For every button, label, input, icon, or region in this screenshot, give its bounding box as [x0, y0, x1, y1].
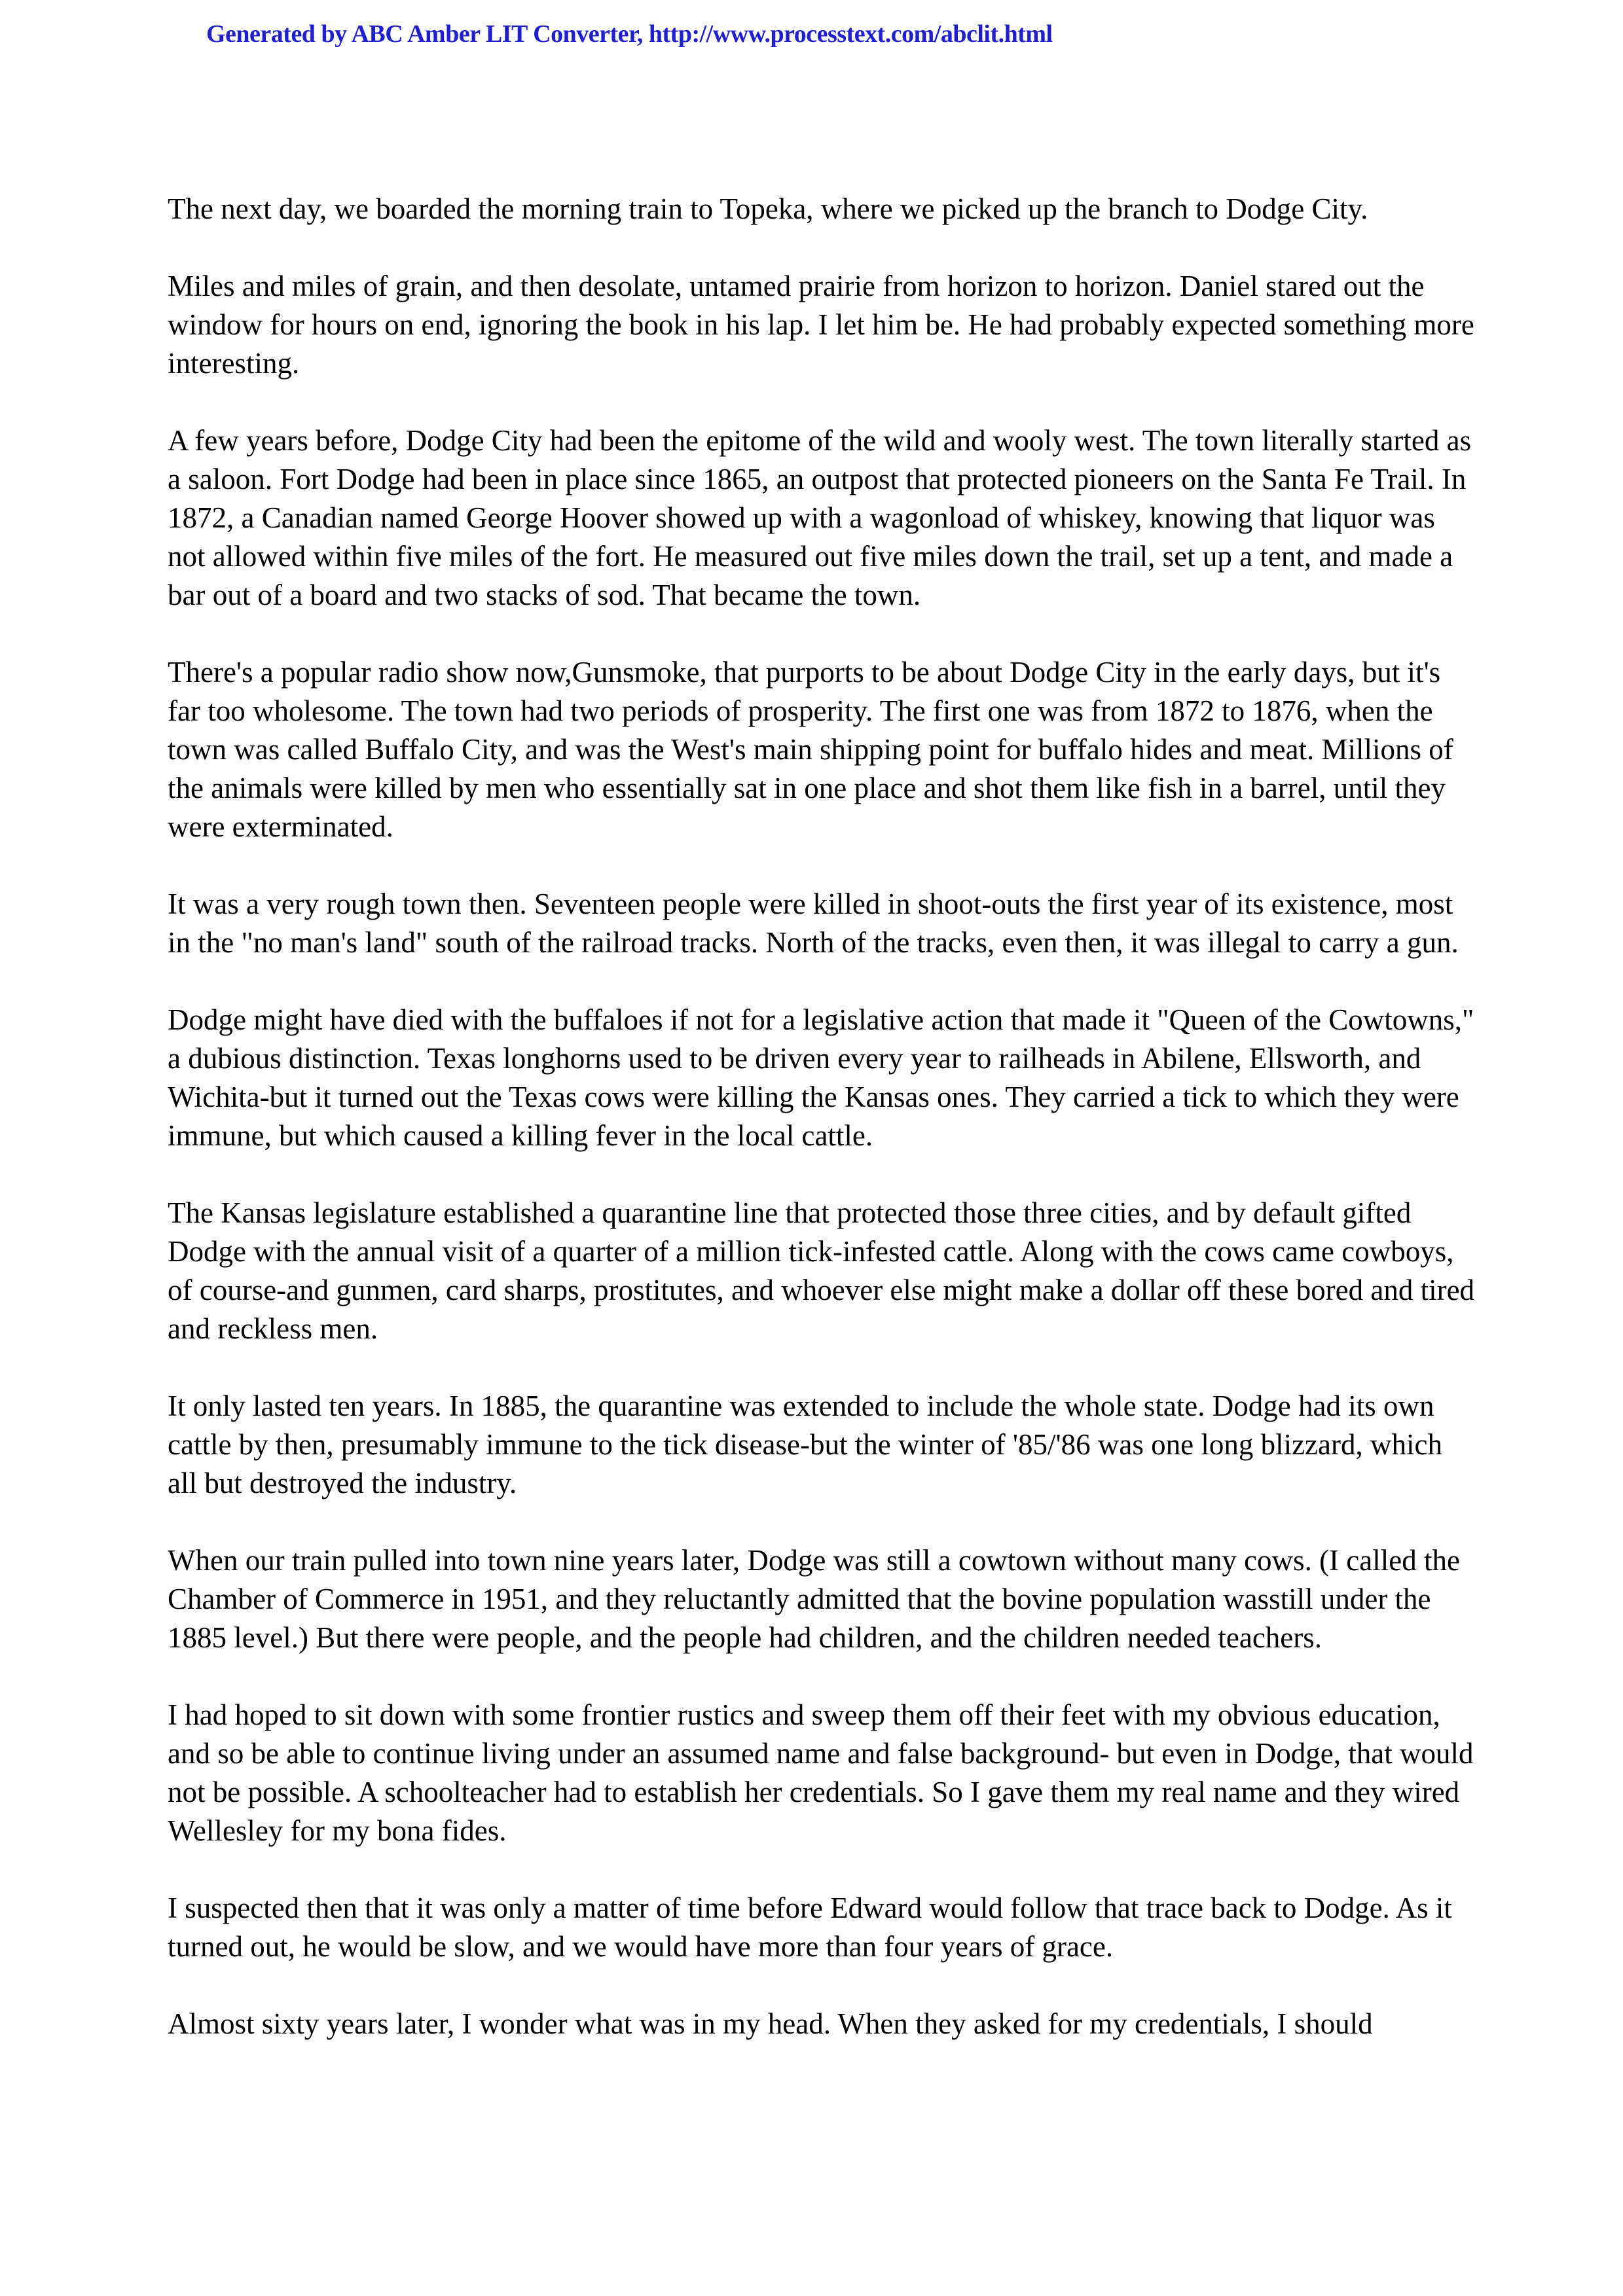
paragraph: I suspected then that it was only a matter of time before Edward would follow that trace back to Dodge. As it turned out, he would be slow, and we would have more than four years of grace.: [168, 1892, 1452, 1963]
document-body: [168, 190, 1477, 2082]
paragraph: It only lasted ten years. In 1885, the quarantine was extended to include the whole state. Dodge had its own cattle by then, presumably immune to the tick disease-but the winter of '85/'86 was one long blizzard, which all but destroyed the industry.: [168, 1390, 1442, 1499]
paragraph: When our train pulled into town nine years later, Dodge was still a cowtown without many cows. (I called the Chamber of Commerce in 1951, and they reluctantly admitted that the bovine population wasstill under the 1885 level.) But there were people, and the people had children, and the children needed teachers.: [168, 1544, 1460, 1654]
paragraph: It was a very rough town then. Seventeen people were killed in shoot-outs the first year of its existence, most in the "no man's land" south of the railroad tracks. North of the tracks, even then, it was illegal to carry a gun.: [168, 888, 1459, 959]
paragraph: I had hoped to sit down with some frontier rustics and sweep them off their feet with my obvious education, and so be able to continue living under an assumed name and false background- but even in Dodge, that would not be possible. A schoolteacher had to establish her credentials. So I gave them my real name and they wired Wellesley for my bona fides.: [168, 1698, 1474, 1847]
converter-header: Generated by ABC Amber LIT Converter, http://www.processtext.com/abclit.html: [206, 20, 1053, 48]
paragraph: The Kansas legislature established a quarantine line that protected those three cities, and by default gifted Dodge with the annual visit of a quarter of a million tick-infested cattle. Along with the cows came cowboys, of course-and gunmen, card sharps, prostitutes, and whoever else might make a dollar off these bored and tired and reckless men.: [168, 1196, 1475, 1345]
paragraph: Miles and miles of grain, and then desolate, untamed prairie from horizon to horizon. Daniel stared out the window for hours on end, ignoring the book in his lap. I let him be. He had probably expected something more interesting.: [168, 270, 1474, 380]
paragraph: There's a popular radio show now,Gunsmoke, that purports to be about Dodge City in the early days, but it's far too wholesome. The town had two periods of prosperity. The first one was from 1872 to 1876, when the town was called Buffalo City, and was the West's main shipping point for buffalo hides and meat. Millions of the animals were killed by men who essentially sat in one place and shot them like fish in a barrel, until they were exterminated.: [168, 656, 1453, 843]
paragraph: A few years before, Dodge City had been the epitome of the wild and wooly west. The town literally started as a saloon. Fort Dodge had been in place since 1865, an outpost that protected pioneers on the Santa Fe Trail. In 1872, a Canadian named George Hoover showed up with a wagonload of whiskey, knowing that liquor was not allowed within five miles of the fort. He measured out five miles down the trail, set up a tent, and made a bar out of a board and two stacks of sod. That became the town.: [168, 424, 1472, 611]
paragraph: Dodge might have died with the buffaloes if not for a legislative action that made it "Queen of the Cowtowns," a dubious distinction. Texas longhorns used to be driven every year to railheads in Abilene, Ellsworth, and Wichita-but it turned out the Texas cows were killing the Kansas ones. They carried a tick to which they were immune, but which caused a killing fever in the local cattle.: [168, 1003, 1474, 1152]
paragraph: Almost sixty years later, I wonder what was in my head. When they asked for my credentials, I should: [168, 2007, 1373, 2040]
paragraph: The next day, we boarded the morning train to Topeka, where we picked up the branch to Dodge City.: [168, 192, 1368, 225]
